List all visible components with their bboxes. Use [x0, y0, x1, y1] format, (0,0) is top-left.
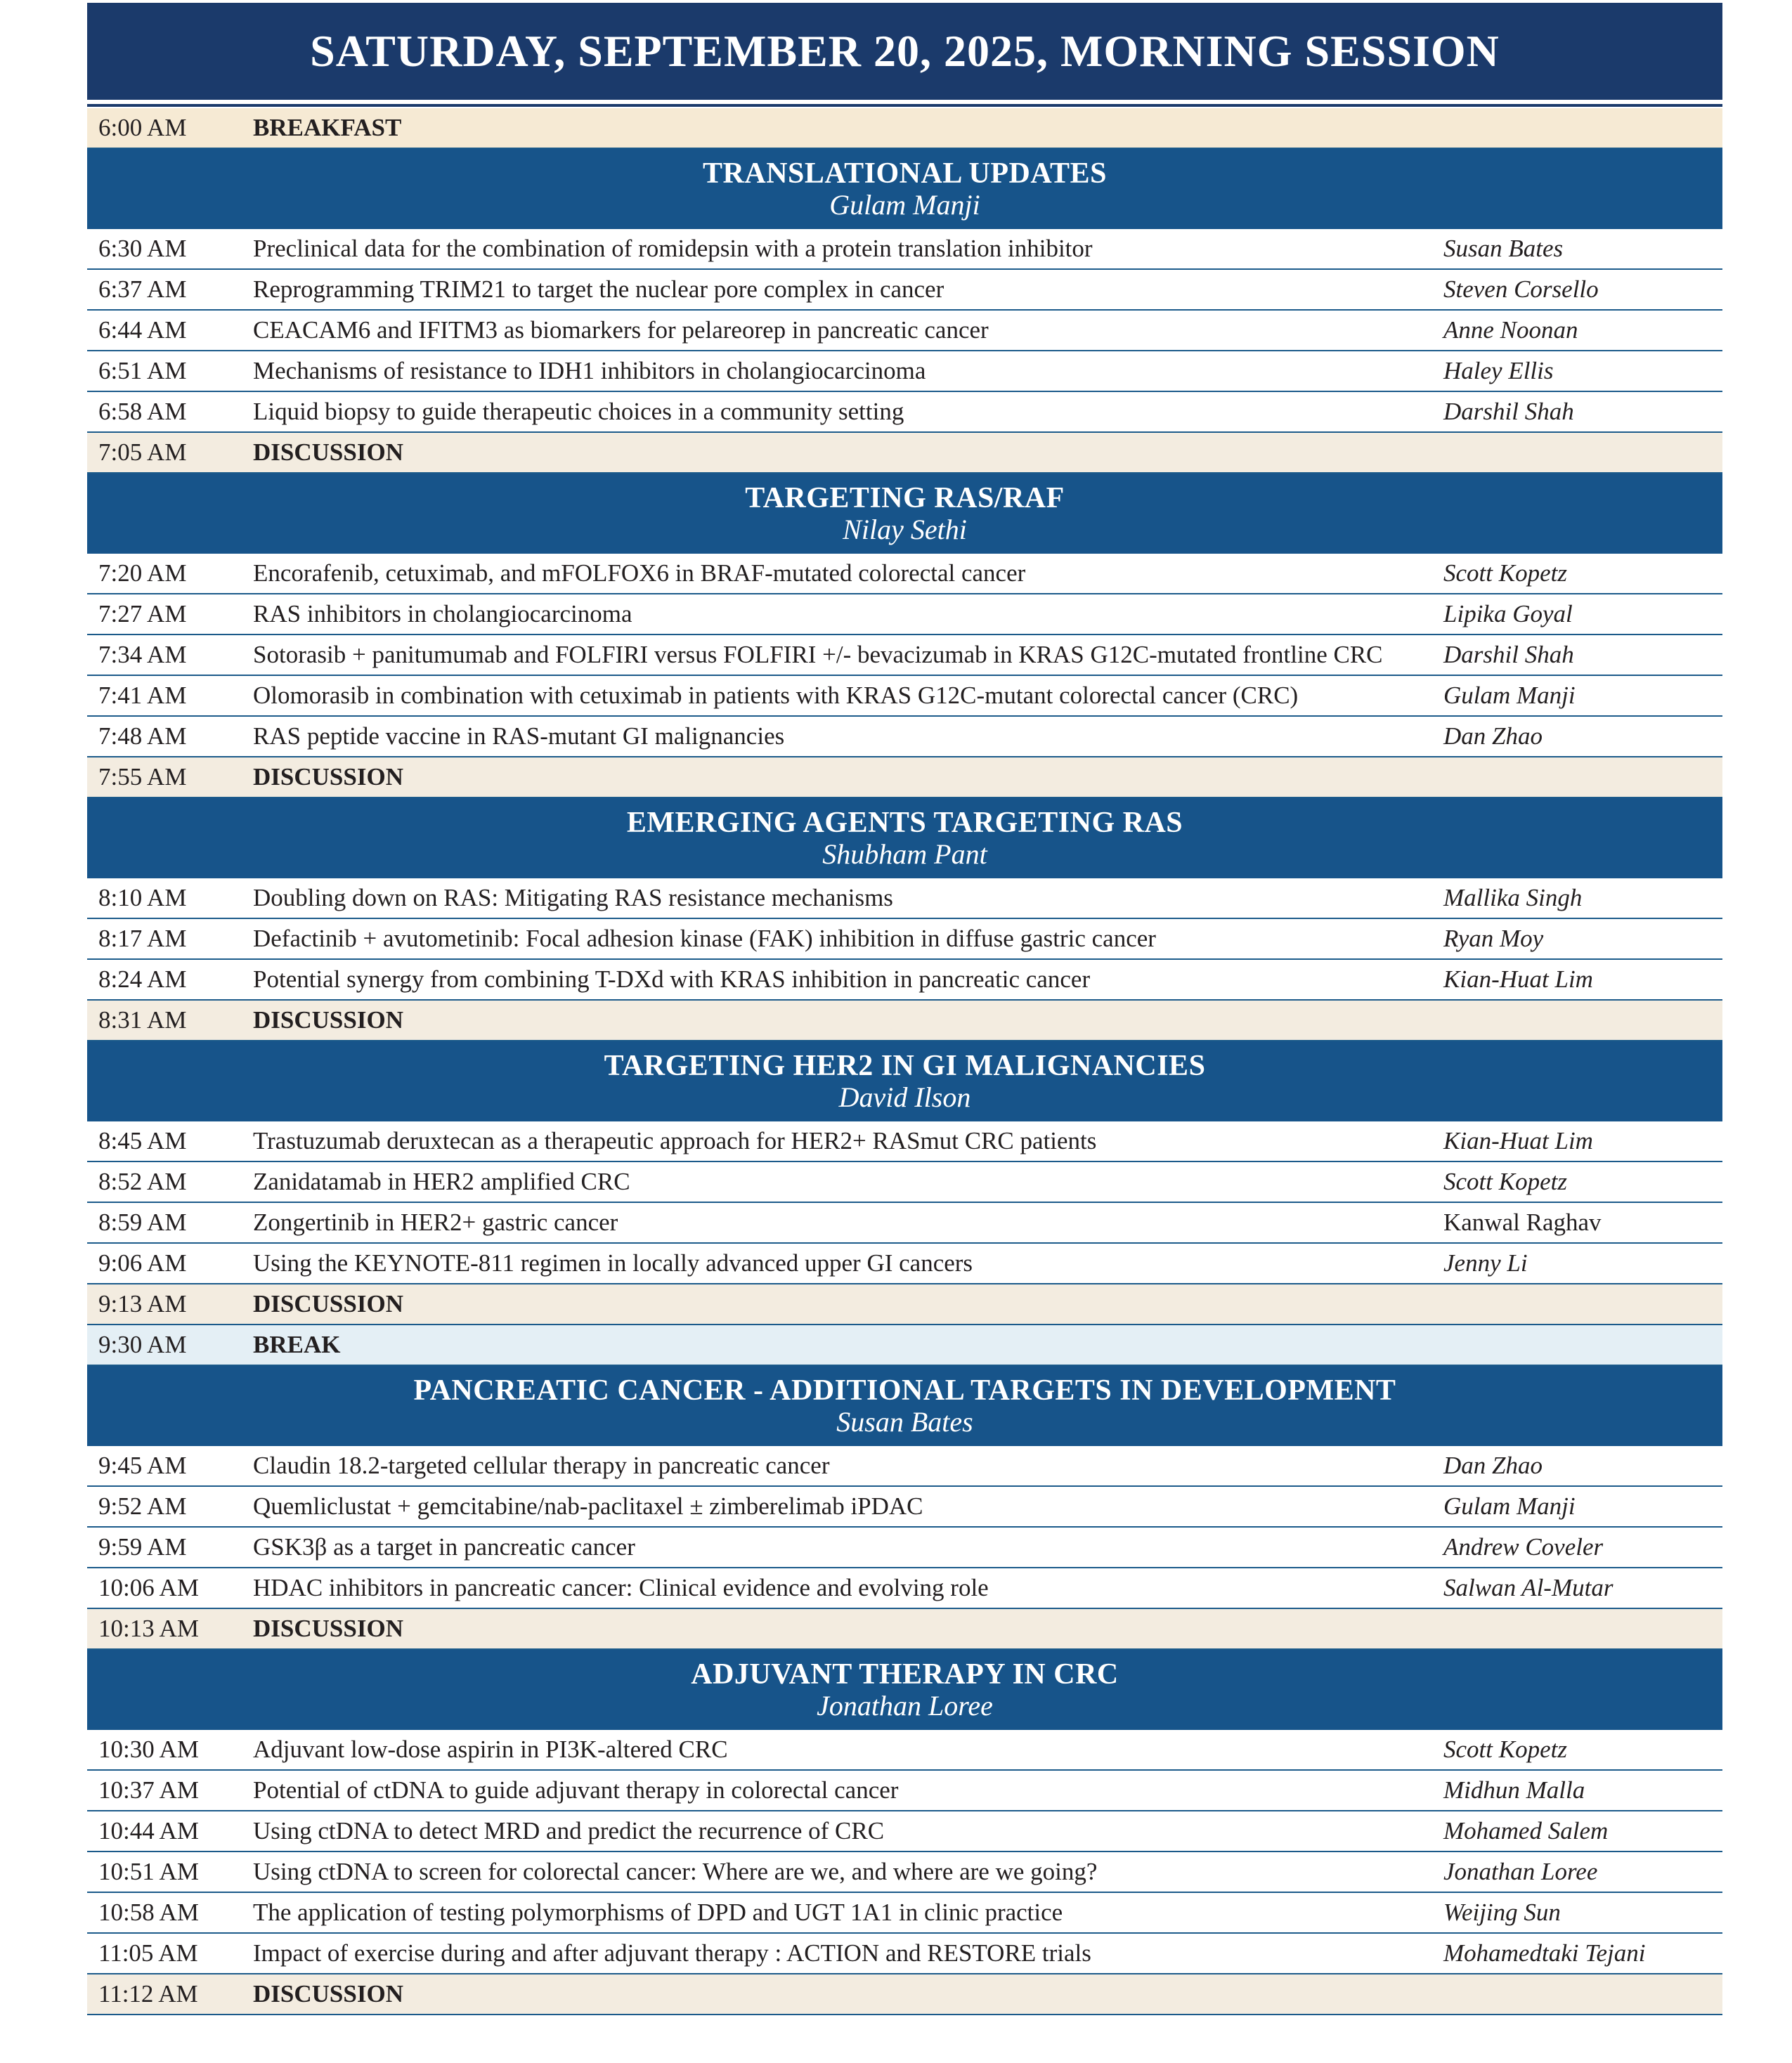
time-cell: 6:58 AM: [98, 398, 187, 425]
section-chair: Gulam Manji: [829, 189, 980, 221]
talk-row: [87, 635, 1722, 676]
discussion-label: DISCUSSION: [253, 1006, 403, 1034]
talk-row: [87, 1852, 1722, 1893]
talk-title: HDAC inhibitors in pancreatic cancer: Clinical evidence and evolving role: [253, 1574, 989, 1601]
time-cell: 8:24 AM: [98, 965, 187, 993]
talk-title: Zongertinib in HER2+ gastric cancer: [253, 1209, 618, 1236]
speaker-name: Kian-Huat Lim: [1443, 1127, 1593, 1154]
discussion-row: [87, 1284, 1722, 1325]
speaker-name: Darshil Shah: [1443, 641, 1574, 668]
discussion-label: DISCUSSION: [253, 438, 403, 466]
talk-row: [87, 554, 1722, 594]
speaker-name: Mohamedtaki Tejani: [1443, 1939, 1646, 1967]
talk-row: [87, 1730, 1722, 1771]
section-title: TARGETING RAS/RAF: [745, 482, 1065, 514]
discussion-row: [87, 1974, 1722, 2015]
discussion-row: [87, 433, 1722, 474]
time-cell: 6:51 AM: [98, 357, 187, 384]
time-cell: 10:58 AM: [98, 1899, 199, 1926]
speaker-name: Jenny Li: [1443, 1249, 1528, 1277]
talk-row: [87, 229, 1722, 270]
discussion-label: DISCUSSION: [253, 1290, 403, 1317]
talk-row: [87, 717, 1722, 757]
section-header: [87, 1041, 1722, 1121]
talk-title: Doubling down on RAS: Mitigating RAS resistance mechanisms: [253, 884, 893, 911]
time-cell: 7:27 AM: [98, 600, 187, 627]
talk-row: [87, 1203, 1722, 1244]
time-cell: 10:37 AM: [98, 1776, 199, 1804]
talk-row: [87, 1934, 1722, 1974]
discussion-label: DISCUSSION: [253, 1615, 403, 1642]
schedule-rows: [87, 108, 1722, 2015]
time-cell: 6:00 AM: [98, 114, 187, 141]
talk-row: [87, 1244, 1722, 1284]
talk-row: [87, 1568, 1722, 1609]
speaker-name: Jonathan Loree: [1443, 1858, 1598, 1885]
section-title: EMERGING AGENTS TARGETING RAS: [626, 807, 1183, 839]
talk-row: [87, 1121, 1722, 1162]
discussion-row: [87, 1001, 1722, 1041]
talk-title: GSK3β as a target in pancreatic cancer: [253, 1533, 635, 1561]
talk-row: [87, 392, 1722, 433]
break-row: [87, 1325, 1722, 1366]
talk-title: Sotorasib + panitumumab and FOLFIRI versus FOLFIRI +/- bevacizumab in KRAS G12C-mutated frontline CRC: [253, 641, 1383, 668]
talk-title: RAS inhibitors in cholangiocarcinoma: [253, 600, 632, 627]
talk-title: Preclinical data for the combination of romidepsin with a protein translation inhibitor: [253, 235, 1093, 262]
speaker-name: Mohamed Salem: [1443, 1817, 1609, 1844]
time-cell: 6:37 AM: [98, 275, 187, 303]
talk-title: Quemliclustat + gemcitabine/nab-paclitaxel ± zimberelimab iPDAC: [253, 1492, 923, 1520]
time-cell: 10:30 AM: [98, 1736, 199, 1763]
speaker-name: Andrew Coveler: [1443, 1533, 1604, 1561]
talk-title: Potential synergy from combining T-DXd with KRAS inhibition in pancreatic cancer: [253, 965, 1091, 993]
break-label: BREAKFAST: [253, 114, 402, 141]
section-chair: Shubham Pant: [822, 838, 987, 870]
talk-title: Impact of exercise during and after adjuvant therapy : ACTION and RESTORE trials: [253, 1939, 1091, 1967]
break-row: [87, 108, 1722, 149]
talk-title: Liquid biopsy to guide therapeutic choices in a community setting: [253, 398, 904, 425]
section-title: PANCREATIC CANCER - ADDITIONAL TARGETS IN DEVELOPMENT: [413, 1374, 1396, 1407]
time-cell: 7:05 AM: [98, 438, 187, 466]
talk-title: Using ctDNA to screen for colorectal cancer: Where are we, and where are we going?: [253, 1858, 1098, 1885]
talk-title: The application of testing polymorphisms of DPD and UGT 1A1 in clinic practice: [253, 1899, 1063, 1926]
discussion-row: [87, 757, 1722, 798]
time-cell: 9:45 AM: [98, 1452, 187, 1479]
time-cell: 11:12 AM: [98, 1980, 198, 2007]
speaker-name: Weijing Sun: [1443, 1899, 1561, 1926]
talk-row: [87, 270, 1722, 311]
section-chair: David Ilson: [838, 1081, 971, 1113]
talk-row: [87, 1811, 1722, 1852]
speaker-name: Lipika Goyal: [1443, 600, 1573, 627]
time-cell: 8:45 AM: [98, 1127, 187, 1154]
speaker-name: Scott Kopetz: [1443, 1736, 1567, 1763]
talk-row: [87, 1162, 1722, 1203]
time-cell: 7:41 AM: [98, 682, 187, 709]
time-cell: 10:06 AM: [98, 1574, 199, 1601]
time-cell: 7:20 AM: [98, 559, 187, 587]
talk-row: [87, 878, 1722, 919]
talk-title: Trastuzumab deruxtecan as a therapeutic approach for HER2+ RASmut CRC patients: [253, 1127, 1097, 1154]
speaker-name: Dan Zhao: [1443, 722, 1543, 750]
section-header: [87, 1366, 1722, 1446]
talk-row: [87, 1446, 1722, 1487]
time-cell: 7:55 AM: [98, 763, 187, 790]
section-title: TARGETING HER2 IN GI MALIGNANCIES: [604, 1050, 1206, 1082]
talk-title: Encorafenib, cetuximab, and mFOLFOX6 in BRAF-mutated colorectal cancer: [253, 559, 1026, 587]
talk-title: RAS peptide vaccine in RAS-mutant GI malignancies: [253, 722, 785, 750]
speaker-name: Gulam Manji: [1443, 1492, 1576, 1520]
time-cell: 9:13 AM: [98, 1290, 187, 1317]
talk-row: [87, 351, 1722, 392]
break-label: BREAK: [253, 1331, 341, 1358]
time-cell: 10:51 AM: [98, 1858, 199, 1885]
speaker-name: Midhun Malla: [1443, 1776, 1585, 1804]
speaker-name: Mallika Singh: [1443, 884, 1583, 911]
section-chair: Susan Bates: [836, 1406, 973, 1438]
speaker-name: Kian-Huat Lim: [1443, 965, 1593, 993]
speaker-name: Salwan Al-Mutar: [1443, 1574, 1614, 1601]
page-title: SATURDAY, SEPTEMBER 20, 2025, MORNING SESSION: [87, 3, 1722, 104]
talk-row: [87, 1893, 1722, 1934]
time-cell: 8:31 AM: [98, 1006, 187, 1034]
time-cell: 10:44 AM: [98, 1817, 199, 1844]
section-header: [87, 149, 1722, 229]
talk-title: Mechanisms of resistance to IDH1 inhibitors in cholangiocarcinoma: [253, 357, 926, 384]
talk-title: Using ctDNA to detect MRD and predict the recurrence of CRC: [253, 1817, 885, 1844]
speaker-name: Scott Kopetz: [1443, 1168, 1567, 1195]
talk-title: Using the KEYNOTE-811 regimen in locally advanced upper GI cancers: [253, 1249, 973, 1277]
discussion-label: DISCUSSION: [253, 763, 403, 790]
talk-row: [87, 960, 1722, 1001]
talk-title: Olomorasib in combination with cetuximab in patients with KRAS G12C-mutant colorectal cancer (CRC): [253, 682, 1299, 709]
speaker-name: Dan Zhao: [1443, 1452, 1543, 1479]
talk-row: [87, 594, 1722, 635]
talk-row: [87, 676, 1722, 717]
talk-title: CEACAM6 and IFITM3 as biomarkers for pelareorep in pancreatic cancer: [253, 316, 989, 344]
time-cell: 8:59 AM: [98, 1209, 187, 1236]
speaker-name: Susan Bates: [1443, 235, 1564, 262]
talk-title: Adjuvant low-dose aspirin in PI3K-altered CRC: [253, 1736, 728, 1763]
section-header: [87, 798, 1722, 878]
section-header: [87, 474, 1722, 554]
speaker-name: Steven Corsello: [1443, 275, 1599, 303]
time-cell: 9:52 AM: [98, 1492, 187, 1520]
talk-row: [87, 1528, 1722, 1568]
talk-title: Reprogramming TRIM21 to target the nuclear pore complex in cancer: [253, 275, 944, 303]
talk-title: Potential of ctDNA to guide adjuvant therapy in colorectal cancer: [253, 1776, 899, 1804]
talk-title: Claudin 18.2-targeted cellular therapy in pancreatic cancer: [253, 1452, 830, 1479]
time-cell: 7:34 AM: [98, 641, 187, 668]
time-cell: 9:06 AM: [98, 1249, 187, 1277]
talk-row: [87, 311, 1722, 351]
section-chair: Nilay Sethi: [843, 514, 967, 545]
time-cell: 8:10 AM: [98, 884, 187, 911]
speaker-name: Gulam Manji: [1443, 682, 1576, 709]
time-cell: 6:44 AM: [98, 316, 187, 344]
section-chair: Jonathan Loree: [817, 1690, 993, 1722]
speaker-name: Anne Noonan: [1443, 316, 1578, 344]
section-title: TRANSLATIONAL UPDATES: [703, 157, 1107, 190]
time-cell: 8:52 AM: [98, 1168, 187, 1195]
time-cell: 6:30 AM: [98, 235, 187, 262]
speaker-name: Kanwal Raghav: [1443, 1209, 1602, 1236]
talk-row: [87, 1771, 1722, 1811]
talk-title: Defactinib + avutometinib: Focal adhesion kinase (FAK) inhibition in diffuse gastric cancer: [253, 925, 1156, 952]
time-cell: 9:59 AM: [98, 1533, 187, 1561]
speaker-name: Scott Kopetz: [1443, 559, 1567, 587]
discussion-row: [87, 1609, 1722, 1650]
time-cell: 7:48 AM: [98, 722, 187, 750]
schedule-document: [87, 3, 1722, 2015]
time-cell: 10:13 AM: [98, 1615, 199, 1642]
time-cell: 11:05 AM: [98, 1939, 198, 1967]
time-cell: 8:17 AM: [98, 925, 187, 952]
talk-title: Zanidatamab in HER2 amplified CRC: [253, 1168, 630, 1195]
section-header: [87, 1650, 1722, 1730]
speaker-name: Haley Ellis: [1443, 357, 1554, 384]
talk-row: [87, 919, 1722, 960]
speaker-name: Ryan Moy: [1443, 925, 1544, 952]
speaker-name: Darshil Shah: [1443, 398, 1574, 425]
discussion-label: DISCUSSION: [253, 1980, 403, 2007]
time-cell: 9:30 AM: [98, 1331, 187, 1358]
section-title: ADJUVANT THERAPY IN CRC: [691, 1658, 1119, 1691]
talk-row: [87, 1487, 1722, 1528]
